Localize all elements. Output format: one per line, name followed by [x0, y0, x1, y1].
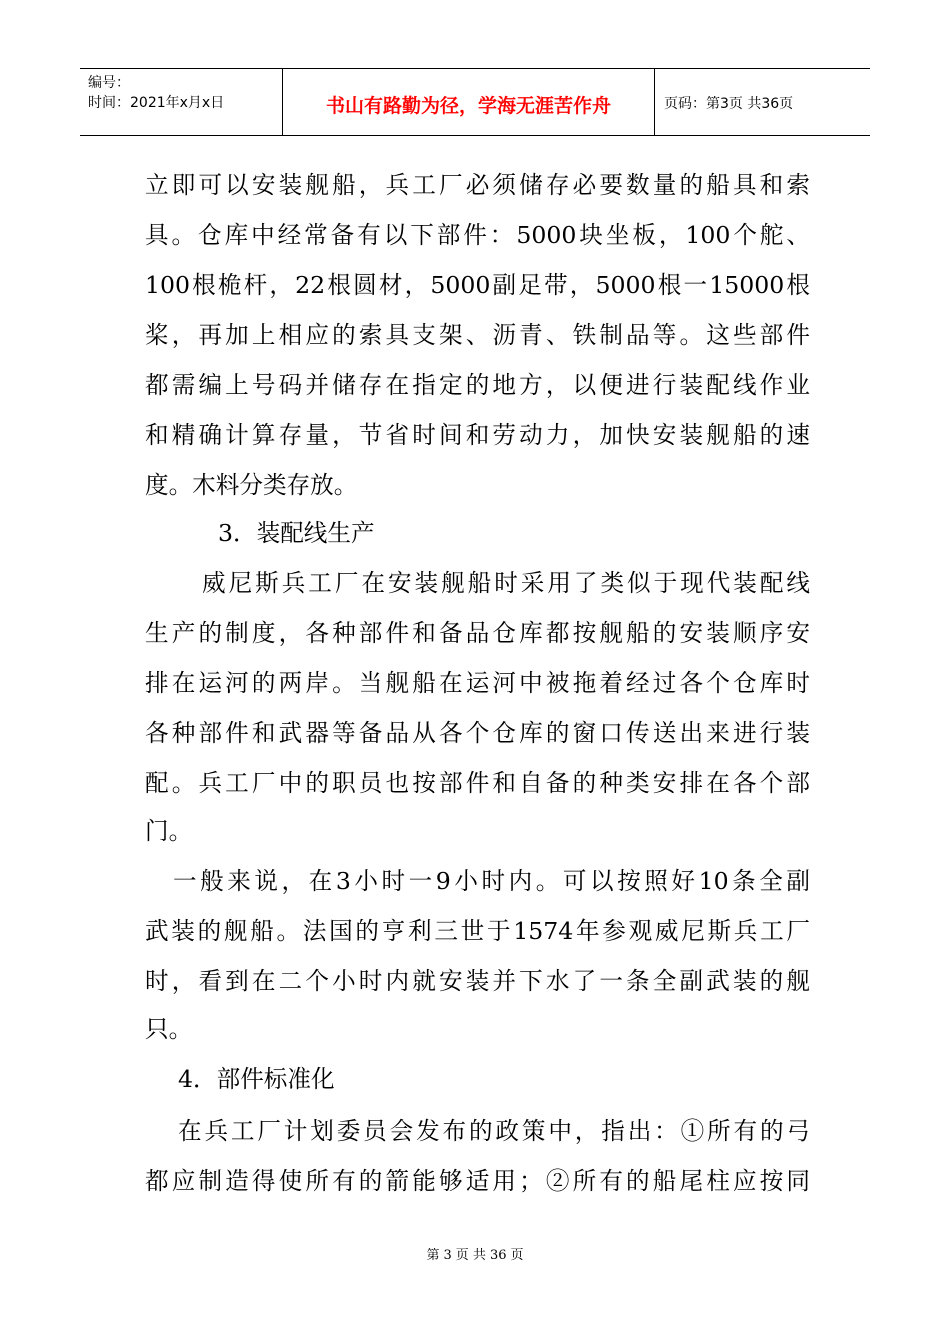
body-line: 配。兵工厂中的职员也按部件和自备的种类安排在各个部 [145, 769, 810, 797]
header-left-cell [80, 69, 283, 135]
body-line: 和精确计算存量，节省时间和劳动力，加快安装舰船的速 [145, 421, 810, 449]
footer-total-pages: 36 [489, 1248, 507, 1263]
section-heading: 3．装配线生产 [218, 519, 375, 547]
page-footer [0, 1246, 950, 1266]
footer-prefix: 第 [426, 1248, 440, 1263]
body-line: 都应制造得使所有的箭能够适用；②所有的船尾柱应按同 [145, 1167, 810, 1195]
body-line: 门。 [145, 817, 193, 845]
header-page-info: 页码：第3页 共36页 [664, 96, 794, 112]
body-line: 排在运河的两岸。当舰船在运河中被拖着经过各个仓库时 [145, 669, 810, 697]
body-line: 桨，再加上相应的索具支架、沥青、铁制品等。这些部件 [145, 321, 810, 349]
body-line: 武装的舰船。法国的亨利三世于1574年参观威尼斯兵工厂 [145, 917, 810, 945]
body-line: 立即可以安装舰船，兵工厂必须储存必要数量的船具和索 [145, 171, 810, 199]
body-line: 具。仓库中经常备有以下部件：5000块坐板，100个舵、 [145, 221, 810, 249]
paragraph-first-line: 在兵工厂计划委员会发布的政策中，指出：①所有的弓 [178, 1117, 810, 1145]
document-date: 时间：2021年x月x日 [88, 95, 225, 111]
document-number-label: 编号： [88, 75, 130, 91]
body-line: 生产的制度，各种部件和备品仓库都按舰船的安装顺序安 [145, 619, 810, 647]
footer-mid: 页 共 [455, 1248, 486, 1263]
paragraph-first-line: 威尼斯兵工厂在安装舰船时采用了类似于现代装配线 [202, 569, 810, 597]
page-header-table [80, 68, 870, 136]
footer-suffix: 页 [510, 1248, 524, 1263]
footer-page-number: 3 [443, 1248, 452, 1263]
section-heading: 4．部件标准化 [178, 1065, 335, 1093]
header-motto-cell [283, 69, 655, 135]
body-line: 都需编上号码并储存在指定的地方，以便进行装配线作业 [145, 371, 810, 399]
paragraph-first-line: 一般来说，在3小时一9小时内。可以按照好10条全副 [173, 867, 810, 895]
body-line: 时，看到在二个小时内就安装并下水了一条全副武装的舰 [145, 967, 810, 995]
header-motto: 书山有路勤为径，学海无涯苦作舟 [325, 95, 611, 117]
header-page-cell [655, 69, 870, 135]
body-line: 各种部件和武器等备品从各个仓库的窗口传送出来进行装 [145, 719, 810, 747]
body-line: 只。 [145, 1015, 193, 1043]
body-line: 100根桅杆，22根圆材，5000副足带，5000根一15000根 [145, 271, 810, 299]
body-line: 度。木料分类存放。 [145, 471, 358, 499]
